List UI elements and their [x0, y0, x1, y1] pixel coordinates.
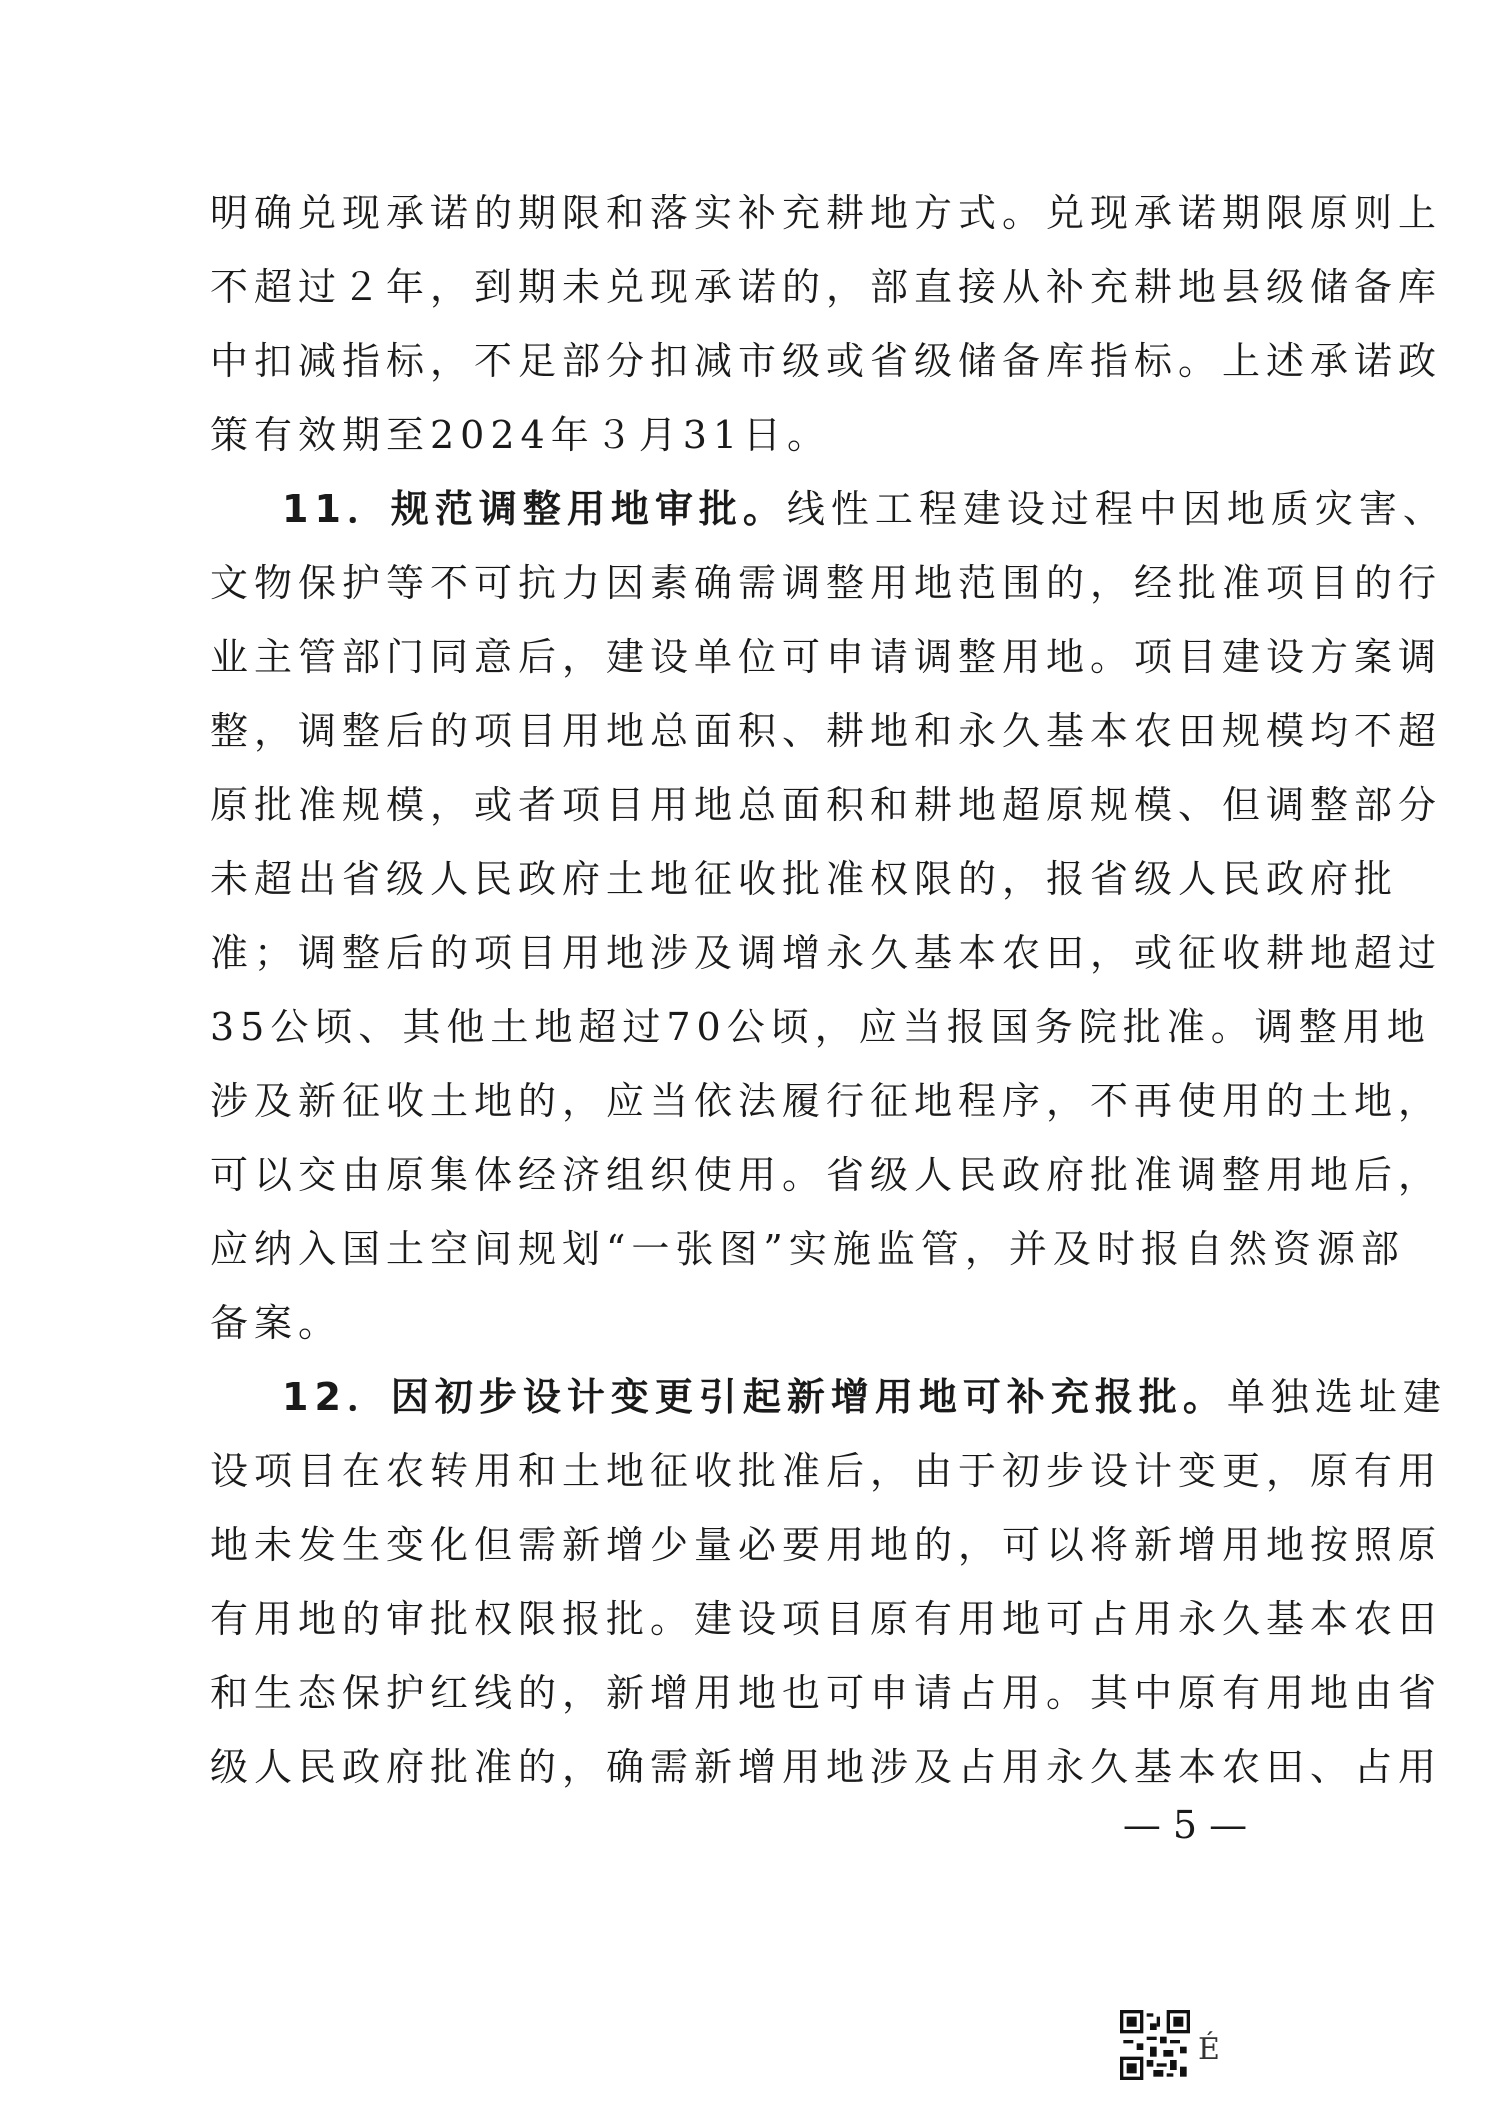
text-line-10: 未超出省级人民政府土地征收批准权限的，报省级人民政府批 [210, 857, 1399, 901]
text-line-6: 文物保护等不可抗力因素确需调整用地范围的，经批准项目的行 [210, 561, 1443, 605]
text-line-16: 备案。 [210, 1301, 343, 1345]
corner-mark: É [1198, 2032, 1220, 2067]
text-line-2: 不超过２年，到期未兑现承诺的，部直接从补充耕地县级储备库 [210, 265, 1443, 309]
text-line-9: 原批准规模，或者项目用地总面积和耕地超原规模、但调整部分 [210, 783, 1443, 827]
text-line-8: 整，调整后的项目用地总面积、耕地和永久基本农田规模均不超 [210, 709, 1443, 753]
page-number: — 5 — [1122, 1803, 1248, 1847]
qr-code-icon [1120, 2010, 1190, 2080]
text-line-20: 有用地的审批权限报批。建设项目原有用地可占用永久基本农田 [210, 1597, 1443, 1641]
text-line-17: 12．因初步设计变更引起新增用地可补充报批。单独选址建 [282, 1375, 1447, 1419]
text-line-12: 35公顷、其他土地超过70公顷，应当报国务院批准。调整用地 [210, 1005, 1431, 1049]
text-line-11: 准；调整后的项目用地涉及调增永久基本农田，或征收耕地超过 [210, 931, 1443, 975]
section-heading-11: 11．规范调整用地审批。 [282, 487, 787, 531]
section-heading-12: 12．因初步设计变更引起新增用地可补充报批。 [282, 1375, 1227, 1419]
text-line-4: 策有效期至2024年３月31日。 [210, 413, 832, 457]
text-line-5: 11．规范调整用地审批。线性工程建设过程中因地质灾害、 [282, 487, 1447, 531]
text-line-18: 设项目在农转用和土地征收批准后，由于初步设计变更，原有用 [210, 1449, 1443, 1493]
text-line-14: 可以交由原集体经济组织使用。省级人民政府批准调整用地后， [210, 1153, 1443, 1197]
text-line-19: 地未发生变化但需新增少量必要用地的，可以将新增用地按照原 [210, 1523, 1443, 1567]
text-line-7: 业主管部门同意后，建设单位可申请调整用地。项目建设方案调 [210, 635, 1443, 679]
text-line-3: 中扣减指标，不足部分扣减市级或省级储备库指标。上述承诺政 [210, 339, 1443, 383]
text-line-22: 级人民政府批准的，确需新增用地涉及占用永久基本农田、占用 [210, 1745, 1443, 1789]
text-line-1: 明确兑现承诺的期限和落实补充耕地方式。兑现承诺期限原则上 [210, 191, 1443, 235]
text-line-13: 涉及新征收土地的，应当依法履行征地程序，不再使用的土地， [210, 1079, 1443, 1123]
text-line-15: 应纳入国土空间规划“一张图”实施监管，并及时报自然资源部 [210, 1227, 1405, 1271]
text-line-21: 和生态保护红线的，新增用地也可申请占用。其中原有用地由省 [210, 1671, 1443, 1715]
